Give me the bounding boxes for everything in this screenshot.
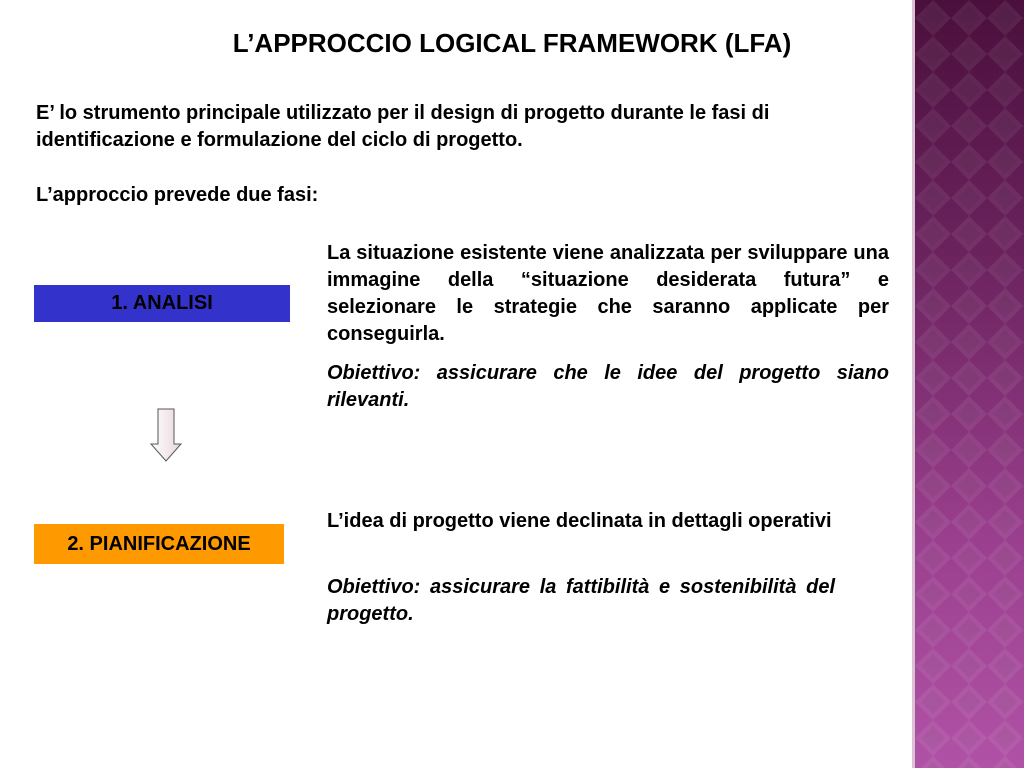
intro-paragraph: E’ lo strumento principale utilizzato per il design di progetto durante le fasi di identificazione e formulazione del ciclo di progetto.: [36, 102, 770, 151]
slide-title: L’APPROCCIO LOGICAL FRAMEWORK (LFA): [232, 28, 792, 58]
down-arrow-icon: [150, 408, 182, 462]
analisi-objective: Obiettivo: assicurare che le idee del progetto siano rilevanti.: [327, 362, 889, 411]
diamond-pattern: [915, 0, 1024, 768]
pianificazione-description: L’idea di progetto viene declinata in dettagli operativi: [327, 510, 832, 532]
analisi-description: La situazione esistente viene analizzata per sviluppare una immagine della “situazione desiderata futura” e selezionare le strategie che saranno applicate per conseguirla.: [327, 242, 889, 345]
pianificazione-objective: Obiettivo: assicurare la fattibilità e sostenibilità del progetto.: [327, 576, 835, 625]
phase-pianificazione-box: 2. PIANIFICAZIONE: [34, 524, 284, 564]
phase-analisi-box: 1. ANALISI: [34, 285, 290, 322]
decorative-sidebar: [912, 0, 1024, 768]
phases-intro: L’approccio prevede due fasi:: [36, 184, 319, 206]
